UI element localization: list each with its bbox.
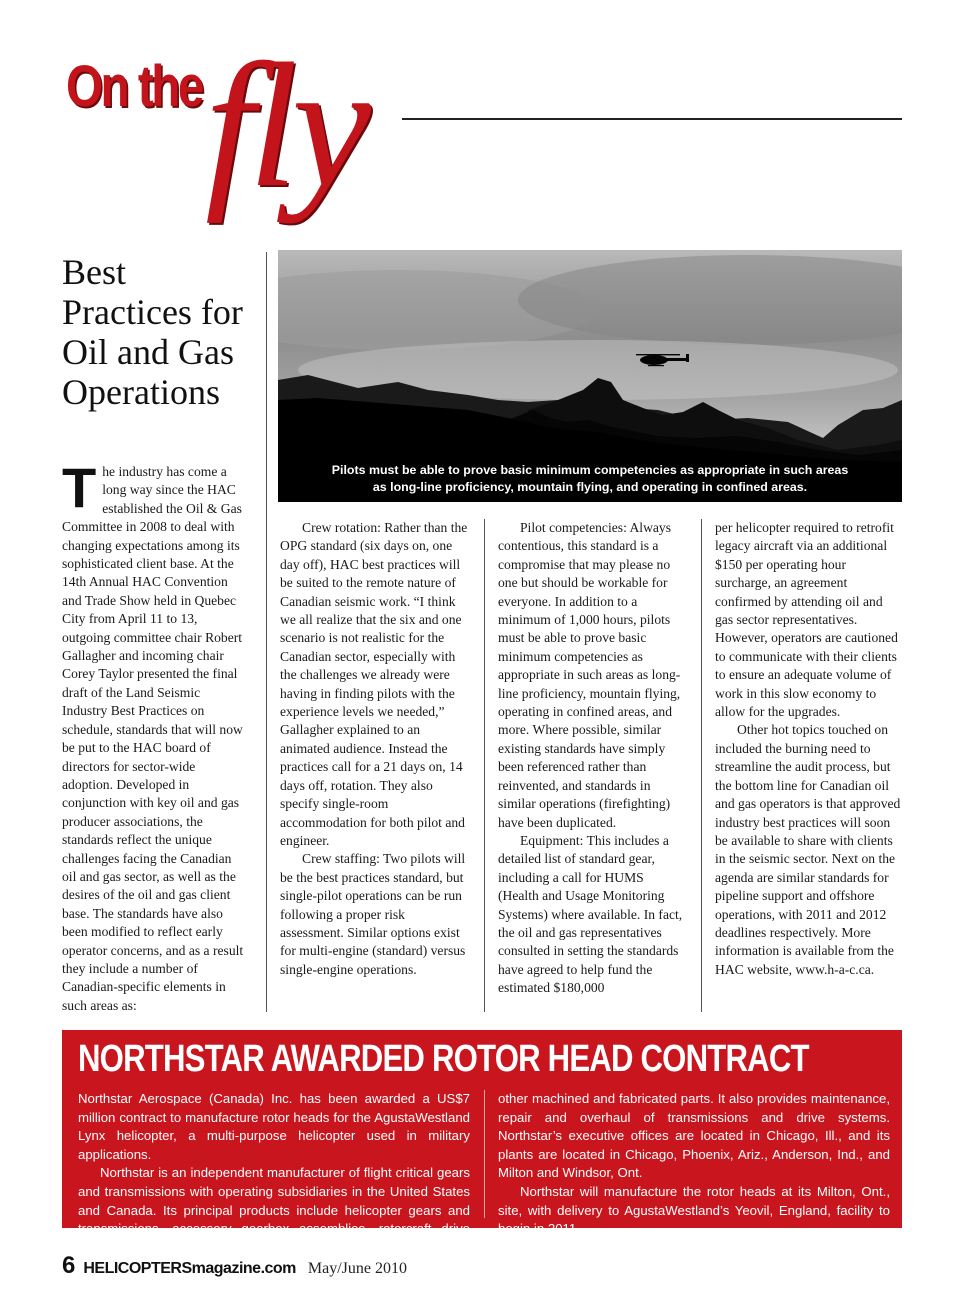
- column-divider: [266, 252, 267, 1012]
- subhead-pilot-competencies: Pilot competencies: [520, 520, 624, 535]
- news-sidebar-box: [62, 1030, 902, 1255]
- sidebar-paragraph-2: Northstar is an independent manufacturer of flight critical gears and transmissions with operating subsidiaries in the United States and Canada. Its principal products include helicopter gears and transmissions, accessory gearbox assemblies, rotorcraft drive systems and: [78, 1165, 470, 1255]
- paragraph-equipment: Equipment: This includes a detailed list of standard gear, including a call for HUMS (Health and Usage Monitoring Systems) where available. In fact, the oil and gas representatives consulted in setting the standards have agreed to help fund the estimated $180,000: [498, 832, 683, 996]
- article-column-1: [62, 456, 247, 1015]
- helicopter-photo: [278, 250, 902, 502]
- paragraph-hot-topics: Other hot topics touched on included the burning need to streamline the audit process, but the bottom line for Canadian oil and gas operators is that approved industry best practices will soon be available to share with clients in the seismic sector. Next on the agenda are similar standards for pipeline support and offshore operations, with 2011 and 2012 deadlines respectively. More information is available from the HAC website, www.h-a-c.ca.: [715, 722, 901, 977]
- paragraph-crew-staffing: Crew staffing: Two pilots will be the best practices standard, but single-pilot operations can be run following a proper risk assessment. Similar options exist for multi-engine (standard) versus single-engine operations.: [280, 851, 466, 977]
- sidebar-column-2: [498, 1090, 890, 1239]
- sidebar-column-1: [78, 1090, 470, 1257]
- article-column-3: [498, 519, 686, 998]
- header-rule: [402, 118, 902, 120]
- sidebar-paragraph-3: Northstar will manufacture the rotor heads at its Milton, Ont., site, with delivery to AgustaWestland’s Yeovil, England, facility to begin in 2011.: [498, 1183, 890, 1237]
- section-title-on-the: On the: [66, 54, 202, 119]
- article-title: Best Practices for Oil and Gas Operations: [62, 252, 243, 412]
- magazine-website: HELICOPTERSmagazine.com: [83, 1260, 296, 1277]
- subhead-crew-rotation: Crew rotation: [302, 520, 378, 535]
- column-divider: [701, 519, 702, 1012]
- sidebar-paragraph-2-continued: other machined and fabricated parts. It also provides maintenance, repair and overhaul of transmissions and drive systems. Northstar’s executive offices are located in Chicago, Ill., and its plants are located in Chicago, Phoenix, Ariz., Anderson, Ind., and Milton and Windsor, Ont.: [498, 1091, 890, 1181]
- page-footer: [62, 1252, 407, 1282]
- subhead-equipment: Equipment: [520, 832, 580, 848]
- article-column-4: [715, 519, 903, 979]
- column-divider: [484, 519, 485, 1012]
- page-number: 6: [62, 1252, 76, 1279]
- paragraph-crew-rotation: Crew rotation: Rather than the OPG standard (six days on, one day off), HAC best practices will be suited to the remote nature of Canadian seismic work. “I think we all realize that the six and one scenario is not realistic for the Canadian sector, especially with the challenges we already were having in finding pilots with the experience levels we needed,” Gallagher explained to an animated audience. Instead the practices call for a 21 days on, 14 days off, rotation. They also specify single-room accommodation for both pilot and engineer.: [280, 520, 468, 848]
- section-title-fly: fly: [205, 26, 365, 224]
- intro-paragraph: The industry has come a long way since the HAC established the Oil & Gas Committee in 2008 to deal with changing expectations among its sophisticated client base. At the 14th Annual HAC Convention and Trade Show held in Quebec City from April 11 to 13, outgoing committee chair Robert Gallagher and incoming chair Corey Taylor presented the final draft of the Land Seismic Industry Best Practices on schedule, standards that will now be put to the HAC board of directors for sector-wide adoption. Developed in conjunction with key oil and gas producer associations, the standards reflect the unique challenges facing the Canadian oil and gas sector, as well as the desires of the oil and gas client base. The standards have also been modified to reflect early operator concerns, and as a result they include a number of Canadian-specific elements in such areas as:: [62, 456, 244, 1013]
- photo-caption: Pilots must be able to prove basic minimum competencies as appropriate in such areas as long-line proficiency, mountain flying, and operating in confined areas.: [331, 463, 849, 494]
- sidebar-paragraph-1: Northstar Aerospace (Canada) Inc. has been awarded a US$7 million contract to manufacture rotor heads for the AgustaWestland Lynx helicopter, a multi-purpose helicopter used in military applications.: [78, 1091, 470, 1162]
- drop-cap: T: [62, 456, 97, 519]
- issue-date: May/June 2010: [307, 1260, 408, 1277]
- subhead-crew-staffing: Crew staffing: [302, 851, 377, 867]
- sidebar-headline: NORTHSTAR AWARDED ROTOR HEAD CONTRACT: [78, 1038, 809, 1080]
- paragraph-pilot-competencies: Pilot competencies: Always contentious, this standard is a compromise that may please no one but should be workable for everyone. In addition to a minimum of 1,000 hours, pilots must be able to prove basic minimum competencies as appropriate in such areas as long-line proficiency, mountain flying, operating in confined areas, and more. Where possible, similar existing standards have simply been referenced rather than reinvented, and standards in similar operations (firefighting) have been duplicated.: [498, 520, 681, 830]
- article-column-2: [280, 519, 468, 979]
- sidebar-divider: [484, 1090, 485, 1218]
- paragraph-continued: per helicopter required to retrofit legacy aircraft via an additional $150 per operating hour surcharge, an agreement confirmed by attending oil and gas sector representatives. However, operators are cautioned to communicate with their clients to ensure an adequate volume of work in this slow economy to allow for the upgrades.: [715, 520, 898, 720]
